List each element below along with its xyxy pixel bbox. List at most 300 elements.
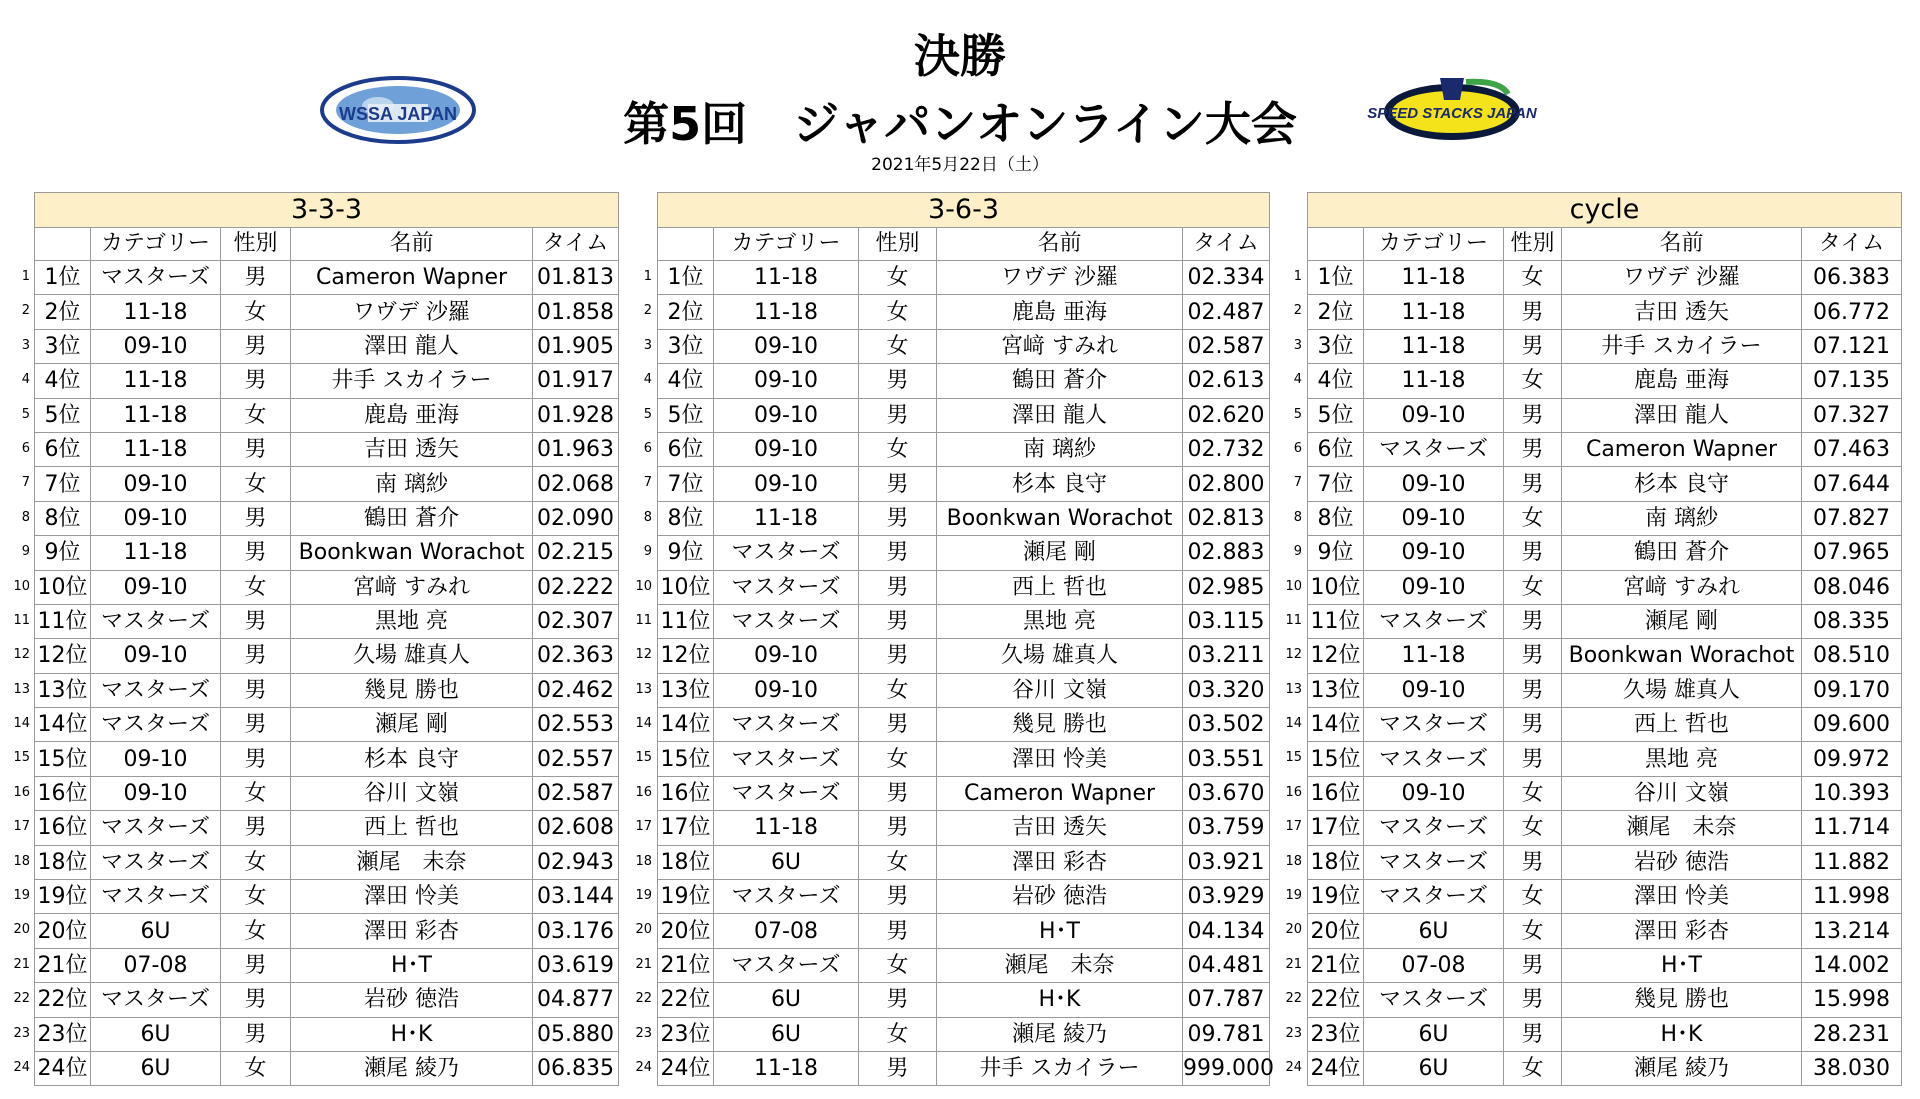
time-cell: 06.835 [533, 1051, 619, 1085]
name-header: 名前 [1562, 228, 1802, 261]
category-cell: 09-10 [1364, 467, 1504, 501]
category-cell: マスターズ [91, 845, 221, 879]
rank-cell: 6位 [35, 432, 91, 466]
row-number: 1 [1293, 269, 1302, 284]
rank-cell: 6位 [658, 432, 714, 466]
name-cell: Boonkwan Worachot [937, 501, 1183, 535]
row-number: 17 [13, 819, 30, 835]
category-cell: 6U [1364, 1051, 1504, 1085]
rank-cell: 15位 [35, 742, 91, 776]
time-cell: 01.858 [533, 295, 619, 329]
time-cell: 06.383 [1802, 261, 1902, 295]
name-cell: 井手 スカイラー [1562, 329, 1802, 363]
gender-cell: 女 [221, 776, 291, 810]
row-number: 20 [1285, 922, 1302, 938]
name-cell: 岩砂 徳浩 [937, 880, 1183, 914]
category-cell: マスターズ [91, 811, 221, 845]
name-cell: H･K [291, 1017, 533, 1051]
name-cell: 黒地 亮 [291, 604, 533, 638]
table-row [658, 398, 1270, 432]
rank-cell: 8位 [658, 501, 714, 535]
results-table-cycle [1307, 192, 1902, 1086]
table-row [1308, 1051, 1902, 1085]
gender-cell: 男 [859, 467, 937, 501]
table-row [35, 1017, 619, 1051]
category-cell: マスターズ [1364, 880, 1504, 914]
gender-cell: 男 [1504, 329, 1562, 363]
row-number: 21 [635, 956, 652, 972]
gender-cell: 女 [859, 742, 937, 776]
time-cell: 09.600 [1802, 708, 1902, 742]
category-cell: マスターズ [1364, 708, 1504, 742]
category-cell: 09-10 [714, 364, 859, 398]
name-cell: 谷川 文嶺 [291, 776, 533, 810]
name-cell: 鶴田 蒼介 [1562, 536, 1802, 570]
gender-cell: 女 [1504, 914, 1562, 948]
rank-cell: 10位 [1308, 570, 1364, 604]
row-number: 17 [635, 819, 652, 835]
table-row [35, 295, 619, 329]
table-row [658, 983, 1270, 1017]
gender-header: 性別 [859, 228, 937, 261]
time-cell: 03.551 [1183, 742, 1270, 776]
row-number: 23 [1285, 1025, 1302, 1041]
row-number: 6 [21, 440, 30, 456]
time-cell: 07.827 [1802, 501, 1902, 535]
name-cell: 宮﨑 すみれ [937, 329, 1183, 363]
name-cell: 幾見 勝也 [1562, 983, 1802, 1017]
gender-cell: 女 [1504, 261, 1562, 295]
category-cell: マスターズ [714, 708, 859, 742]
category-cell: マスターズ [1364, 742, 1504, 776]
rank-cell: 21位 [35, 948, 91, 982]
category-cell: マスターズ [1364, 604, 1504, 638]
gender-cell: 男 [859, 983, 937, 1017]
results-table-333 [34, 192, 619, 1086]
name-cell: ワヴデ 沙羅 [291, 295, 533, 329]
rank-cell: 7位 [35, 467, 91, 501]
row-number: 19 [635, 888, 652, 904]
name-cell: 澤田 彩杏 [1562, 914, 1802, 948]
category-cell: マスターズ [1364, 811, 1504, 845]
row-number: 22 [1285, 991, 1302, 1007]
rank-cell: 4位 [658, 364, 714, 398]
gender-cell: 女 [1504, 776, 1562, 810]
table-row [35, 639, 619, 673]
rank-header [35, 228, 91, 261]
rank-cell: 23位 [658, 1017, 714, 1051]
category-cell: 09-10 [714, 639, 859, 673]
row-number: 10 [13, 578, 30, 594]
time-cell: 02.307 [533, 604, 619, 638]
rank-cell: 7位 [658, 467, 714, 501]
time-cell: 03.929 [1183, 880, 1270, 914]
category-cell: 11-18 [1364, 639, 1504, 673]
category-cell: 09-10 [714, 329, 859, 363]
category-cell: 6U [91, 1017, 221, 1051]
table-row [35, 398, 619, 432]
row-number: 6 [1293, 440, 1302, 456]
category-cell: 07-08 [91, 948, 221, 982]
rank-cell: 22位 [1308, 983, 1364, 1017]
table-row [1308, 295, 1902, 329]
row-number: 3 [1293, 337, 1302, 353]
category-cell: 11-18 [1364, 261, 1504, 295]
name-cell: 久場 雄真人 [1562, 673, 1802, 707]
time-cell: 02.215 [533, 536, 619, 570]
name-cell: 鹿島 亜海 [937, 295, 1183, 329]
time-cell: 01.963 [533, 432, 619, 466]
time-header: タイム [1183, 228, 1270, 261]
row-number: 13 [635, 681, 652, 697]
gender-cell: 女 [221, 295, 291, 329]
time-cell: 38.030 [1802, 1051, 1902, 1085]
event-header: 3-6-3 [658, 193, 1270, 228]
gender-cell: 女 [221, 398, 291, 432]
name-cell: 澤田 怜美 [1562, 880, 1802, 914]
gender-cell: 男 [1504, 467, 1562, 501]
gender-header: 性別 [1504, 228, 1562, 261]
name-cell: 瀬尾 未奈 [937, 948, 1183, 982]
name-cell: 黒地 亮 [937, 604, 1183, 638]
table-row [658, 914, 1270, 948]
time-cell: 02.553 [533, 708, 619, 742]
row-number: 24 [635, 1059, 652, 1075]
rank-header [658, 228, 714, 261]
name-cell: 澤田 怜美 [937, 742, 1183, 776]
rank-cell: 23位 [1308, 1017, 1364, 1051]
name-cell: ワヴデ 沙羅 [937, 261, 1183, 295]
rank-cell: 19位 [1308, 880, 1364, 914]
table-row [1308, 914, 1902, 948]
category-cell: 11-18 [91, 432, 221, 466]
name-cell: H･K [1562, 1017, 1802, 1051]
time-cell: 28.231 [1802, 1017, 1902, 1051]
table-row [1308, 811, 1902, 845]
event-header: cycle [1308, 193, 1902, 228]
rank-cell: 9位 [35, 536, 91, 570]
name-cell: 西上 哲也 [1562, 708, 1802, 742]
rank-cell: 10位 [35, 570, 91, 604]
time-cell: 07.121 [1802, 329, 1902, 363]
table-row [658, 295, 1270, 329]
row-number: 13 [13, 681, 30, 697]
time-cell: 05.880 [533, 1017, 619, 1051]
row-number: 22 [635, 991, 652, 1007]
time-cell: 08.510 [1802, 639, 1902, 673]
table-row [658, 811, 1270, 845]
row-number: 15 [635, 750, 652, 766]
name-cell: 吉田 透矢 [937, 811, 1183, 845]
table-row [1308, 948, 1902, 982]
rank-cell: 14位 [1308, 708, 1364, 742]
table-row [35, 776, 619, 810]
table-row [1308, 845, 1902, 879]
row-number: 7 [643, 475, 652, 491]
rank-cell: 14位 [658, 708, 714, 742]
table-row [35, 604, 619, 638]
rank-cell: 21位 [1308, 948, 1364, 982]
name-cell: 澤田 龍人 [291, 329, 533, 363]
name-cell: 黒地 亮 [1562, 742, 1802, 776]
time-cell: 07.327 [1802, 398, 1902, 432]
time-cell: 02.800 [1183, 467, 1270, 501]
row-number: 8 [1293, 509, 1302, 525]
category-cell: マスターズ [714, 880, 859, 914]
category-cell: 09-10 [91, 570, 221, 604]
row-number: 23 [635, 1025, 652, 1041]
table-row [1308, 604, 1902, 638]
name-cell: 鹿島 亜海 [291, 398, 533, 432]
gender-cell: 男 [221, 604, 291, 638]
gender-cell: 男 [1504, 1017, 1562, 1051]
table-row [1308, 708, 1902, 742]
table-row [1308, 983, 1902, 1017]
table-row [1308, 261, 1902, 295]
table-row [35, 364, 619, 398]
gender-cell: 男 [859, 604, 937, 638]
name-cell: 幾見 勝也 [937, 708, 1183, 742]
time-cell: 09.781 [1183, 1017, 1270, 1051]
name-cell: 瀬尾 綾乃 [1562, 1051, 1802, 1085]
name-cell: 澤田 彩杏 [937, 845, 1183, 879]
table-row [658, 776, 1270, 810]
table-row [1308, 364, 1902, 398]
time-cell: 02.557 [533, 742, 619, 776]
row-number: 19 [13, 888, 30, 904]
name-cell: 瀬尾 綾乃 [291, 1051, 533, 1085]
category-cell: 09-10 [1364, 501, 1504, 535]
category-cell: 09-10 [1364, 673, 1504, 707]
table-row [658, 880, 1270, 914]
gender-cell: 男 [221, 329, 291, 363]
time-cell: 07.135 [1802, 364, 1902, 398]
gender-cell: 男 [859, 880, 937, 914]
gender-cell: 女 [221, 467, 291, 501]
row-number: 18 [13, 853, 30, 869]
table-row [658, 432, 1270, 466]
row-number: 11 [1285, 612, 1302, 628]
gender-cell: 女 [1504, 811, 1562, 845]
table-row [35, 845, 619, 879]
category-cell: 11-18 [1364, 329, 1504, 363]
table-row [35, 914, 619, 948]
name-cell: Cameron Wapner [291, 261, 533, 295]
time-cell: 03.144 [533, 880, 619, 914]
rank-cell: 1位 [658, 261, 714, 295]
gender-cell: 女 [859, 432, 937, 466]
category-cell: 11-18 [714, 295, 859, 329]
rank-cell: 5位 [35, 398, 91, 432]
row-number: 17 [1285, 819, 1302, 835]
table-row [658, 364, 1270, 398]
time-cell: 11.882 [1802, 845, 1902, 879]
category-cell: 09-10 [1364, 536, 1504, 570]
time-cell: 11.998 [1802, 880, 1902, 914]
rank-cell: 14位 [35, 708, 91, 742]
time-cell: 02.068 [533, 467, 619, 501]
table-row [35, 1051, 619, 1085]
gender-cell: 男 [859, 708, 937, 742]
gender-cell: 男 [221, 432, 291, 466]
row-number-column-1 [10, 260, 32, 1085]
time-cell: 03.211 [1183, 639, 1270, 673]
row-number: 1 [643, 269, 652, 284]
rank-cell: 24位 [35, 1051, 91, 1085]
category-cell: 09-10 [1364, 570, 1504, 604]
category-cell: マスターズ [714, 742, 859, 776]
gender-cell: 男 [221, 501, 291, 535]
time-cell: 03.619 [533, 948, 619, 982]
time-cell: 04.481 [1183, 948, 1270, 982]
row-number: 5 [21, 406, 30, 422]
row-number: 6 [643, 440, 652, 456]
row-number: 16 [13, 784, 30, 800]
gender-cell: 男 [859, 501, 937, 535]
rank-cell: 8位 [1308, 501, 1364, 535]
row-number: 13 [1285, 681, 1302, 697]
rank-cell: 5位 [658, 398, 714, 432]
time-cell: 03.921 [1183, 845, 1270, 879]
category-cell: マスターズ [91, 604, 221, 638]
table-row [1308, 536, 1902, 570]
time-cell: 02.985 [1183, 570, 1270, 604]
table-row [35, 536, 619, 570]
gender-cell: 男 [221, 742, 291, 776]
gender-cell: 男 [221, 948, 291, 982]
category-cell: マスターズ [714, 948, 859, 982]
rank-cell: 22位 [35, 983, 91, 1017]
row-number: 8 [21, 509, 30, 525]
time-cell: 11.714 [1802, 811, 1902, 845]
rank-cell: 9位 [1308, 536, 1364, 570]
row-number: 2 [1293, 303, 1302, 319]
gender-cell: 女 [221, 570, 291, 604]
category-cell: 6U [1364, 914, 1504, 948]
table-row [1308, 329, 1902, 363]
category-cell: 09-10 [1364, 398, 1504, 432]
time-cell: 03.670 [1183, 776, 1270, 810]
row-number: 19 [1285, 888, 1302, 904]
row-number: 24 [1285, 1059, 1302, 1075]
category-cell: 6U [91, 1051, 221, 1085]
rank-cell: 8位 [35, 501, 91, 535]
name-cell: 杉本 良守 [291, 742, 533, 776]
gender-cell: 男 [221, 983, 291, 1017]
table-row [1308, 570, 1902, 604]
table-row [1308, 467, 1902, 501]
row-number: 4 [21, 372, 30, 388]
category-cell: 11-18 [91, 295, 221, 329]
rank-cell: 1位 [35, 261, 91, 295]
row-number-column-2 [632, 260, 654, 1085]
row-number: 4 [643, 372, 652, 388]
time-cell: 02.587 [533, 776, 619, 810]
time-cell: 02.334 [1183, 261, 1270, 295]
name-cell: 澤田 龍人 [1562, 398, 1802, 432]
table-row [35, 570, 619, 604]
time-cell: 02.462 [533, 673, 619, 707]
gender-cell: 女 [859, 329, 937, 363]
rank-cell: 3位 [35, 329, 91, 363]
gender-cell: 男 [1504, 398, 1562, 432]
name-cell: 南 璃紗 [1562, 501, 1802, 535]
time-cell: 02.222 [533, 570, 619, 604]
name-cell: Boonkwan Worachot [1562, 639, 1802, 673]
gender-cell: 女 [1504, 501, 1562, 535]
row-number: 9 [1293, 544, 1302, 560]
gender-cell: 女 [221, 914, 291, 948]
table-row [1308, 501, 1902, 535]
category-cell: マスターズ [714, 604, 859, 638]
category-cell: 6U [91, 914, 221, 948]
time-cell: 13.214 [1802, 914, 1902, 948]
name-cell: 岩砂 徳浩 [1562, 845, 1802, 879]
category-cell: 09-10 [91, 329, 221, 363]
rank-cell: 23位 [35, 1017, 91, 1051]
row-number: 18 [635, 853, 652, 869]
time-cell: 10.393 [1802, 776, 1902, 810]
gender-cell: 女 [221, 880, 291, 914]
gender-cell: 男 [221, 261, 291, 295]
category-cell: 09-10 [714, 398, 859, 432]
table-row [1308, 776, 1902, 810]
name-cell: 杉本 良守 [937, 467, 1183, 501]
row-number: 2 [643, 303, 652, 319]
category-header: カテゴリー [1364, 228, 1504, 261]
category-cell: 6U [714, 1017, 859, 1051]
table-row [658, 673, 1270, 707]
table-row [1308, 673, 1902, 707]
category-cell: 09-10 [91, 501, 221, 535]
rank-cell: 2位 [658, 295, 714, 329]
time-cell: 01.917 [533, 364, 619, 398]
name-cell: H･T [1562, 948, 1802, 982]
category-cell: 11-18 [91, 536, 221, 570]
name-cell: 谷川 文嶺 [1562, 776, 1802, 810]
name-cell: 谷川 文嶺 [937, 673, 1183, 707]
time-cell: 02.883 [1183, 536, 1270, 570]
rank-cell: 11位 [658, 604, 714, 638]
gender-cell: 男 [1504, 742, 1562, 776]
category-cell: 09-10 [714, 673, 859, 707]
row-number: 5 [643, 406, 652, 422]
name-cell: H･T [937, 914, 1183, 948]
name-cell: 澤田 怜美 [291, 880, 533, 914]
time-cell: 02.608 [533, 811, 619, 845]
time-cell: 02.587 [1183, 329, 1270, 363]
name-header: 名前 [937, 228, 1183, 261]
name-cell: 鶴田 蒼介 [291, 501, 533, 535]
table-row [35, 432, 619, 466]
category-cell: マスターズ [1364, 432, 1504, 466]
svg-text:SPEED STACKS JAPAN: SPEED STACKS JAPAN [1367, 105, 1537, 122]
category-cell: マスターズ [91, 983, 221, 1017]
name-cell: 南 璃紗 [291, 467, 533, 501]
row-number: 11 [635, 612, 652, 628]
rank-cell: 24位 [658, 1051, 714, 1085]
table-row [658, 501, 1270, 535]
name-cell: Boonkwan Worachot [291, 536, 533, 570]
gender-cell: 男 [1504, 536, 1562, 570]
time-cell: 04.134 [1183, 914, 1270, 948]
name-cell: 井手 スカイラー [291, 364, 533, 398]
category-cell: マスターズ [714, 570, 859, 604]
name-cell: 岩砂 徳浩 [291, 983, 533, 1017]
rank-cell: 11位 [1308, 604, 1364, 638]
gender-cell: 男 [859, 536, 937, 570]
row-number: 12 [13, 647, 30, 663]
